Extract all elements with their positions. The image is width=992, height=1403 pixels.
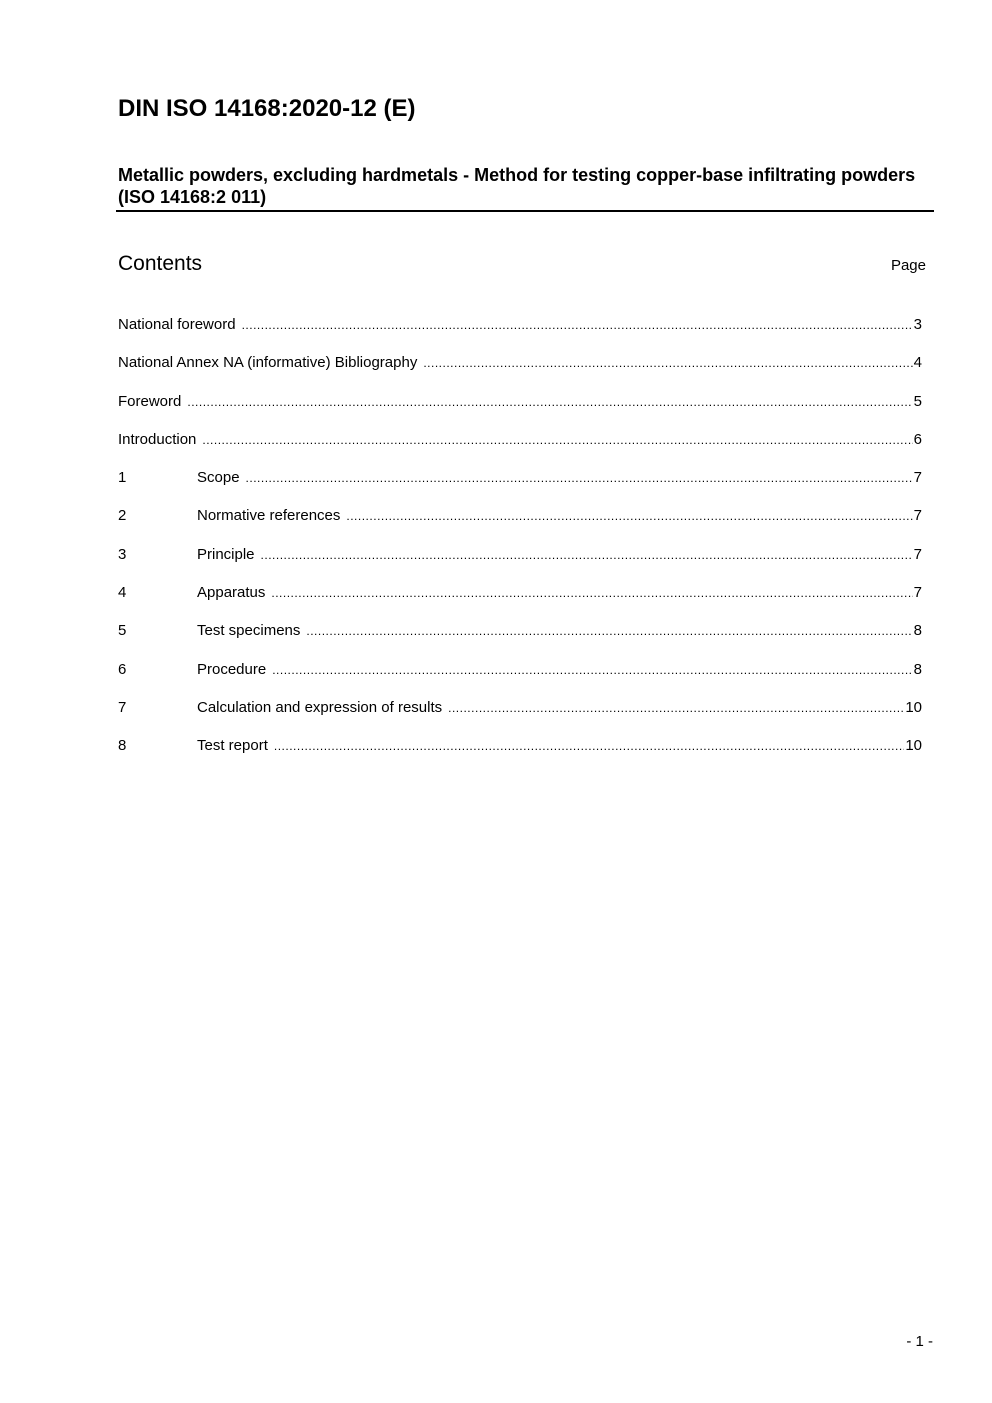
toc-entry-label: Principle	[197, 545, 255, 563]
toc-dot-leader	[246, 467, 913, 489]
toc-entry-number: 4	[118, 584, 127, 602]
toc-dot-leader	[423, 352, 912, 374]
toc-dot-leader	[306, 620, 912, 642]
toc-entry-number: 3	[118, 545, 127, 563]
toc-entry-label: Procedure	[197, 660, 267, 678]
toc-entry-page: 5	[913, 392, 922, 410]
toc-entry-page: 7	[913, 545, 922, 563]
toc-entry-label: National foreword	[118, 316, 236, 333]
toc-entry-principle[interactable]	[118, 544, 922, 582]
toc-entry-page: 10	[905, 737, 922, 755]
toc-entry-page: 7	[913, 469, 922, 487]
toc-entry-normative-references[interactable]	[118, 505, 922, 543]
toc-entry-calculation[interactable]	[118, 697, 922, 735]
toc-dot-leader	[202, 429, 912, 451]
toc-entry-number: 1	[118, 469, 127, 487]
toc-entry-foreword[interactable]	[118, 391, 922, 429]
toc-entry-label: Apparatus	[197, 584, 266, 602]
toc-entry-label: Test specimens	[197, 622, 301, 640]
toc-dot-leader	[187, 391, 912, 413]
toc-dot-leader	[448, 697, 904, 719]
toc-entry-test-specimens[interactable]	[118, 620, 922, 658]
toc-entry-label: Foreword	[118, 392, 182, 410]
page-column-heading: Page	[890, 257, 926, 274]
toc-dot-leader	[272, 659, 912, 681]
toc-entry-page: 8	[913, 622, 922, 640]
toc-entry-label: National Annex NA (informative) Bibliography	[118, 354, 418, 372]
toc-entry-label: Introduction	[118, 430, 197, 448]
toc-entry-page: 7	[913, 507, 922, 525]
toc-entry-scope[interactable]	[118, 467, 922, 505]
toc-entry-number: 8	[118, 737, 127, 755]
document-title: Metallic powders, excluding hardmetals - Method for testing copper-base infiltrating powders (ISO 14168:2 011)	[118, 165, 916, 207]
toc-entry-number: 5	[118, 622, 127, 640]
toc-entry-national-annex[interactable]	[118, 352, 922, 390]
toc-entry-page: 10	[905, 698, 922, 716]
toc-entry-introduction[interactable]	[118, 429, 922, 467]
toc-entry-label: Scope	[197, 469, 240, 487]
toc-entry-page: 6	[913, 430, 922, 448]
toc-entry-label: Normative references	[197, 507, 341, 525]
toc-entry-label: Test report	[197, 737, 268, 755]
toc-dot-leader	[261, 544, 913, 566]
toc-entry-page: 3	[913, 316, 922, 333]
toc-dot-leader	[346, 505, 912, 527]
toc-entry-procedure[interactable]	[118, 659, 922, 697]
toc-entry-label: Calculation and expression of results	[197, 698, 443, 716]
toc-entry-page: 7	[913, 584, 922, 602]
table-of-contents	[118, 314, 922, 774]
title-underline-divider	[116, 210, 934, 212]
toc-dot-leader	[242, 314, 913, 336]
toc-entry-number: 7	[118, 698, 127, 716]
toc-entry-page: 4	[913, 354, 922, 372]
toc-dot-leader	[271, 582, 912, 604]
toc-entry-number: 2	[118, 507, 127, 525]
toc-dot-leader	[274, 735, 904, 757]
footer-page-number: - 1 -	[906, 1333, 933, 1350]
toc-entry-apparatus[interactable]	[118, 582, 922, 620]
document-identifier: DIN ISO 14168:2020-12 (E)	[118, 95, 416, 122]
contents-heading: Contents	[118, 252, 203, 275]
toc-entry-test-report[interactable]	[118, 735, 922, 773]
toc-entry-page: 8	[913, 660, 922, 678]
toc-entry-national-foreword[interactable]	[118, 314, 922, 352]
toc-entry-number: 6	[118, 660, 127, 678]
